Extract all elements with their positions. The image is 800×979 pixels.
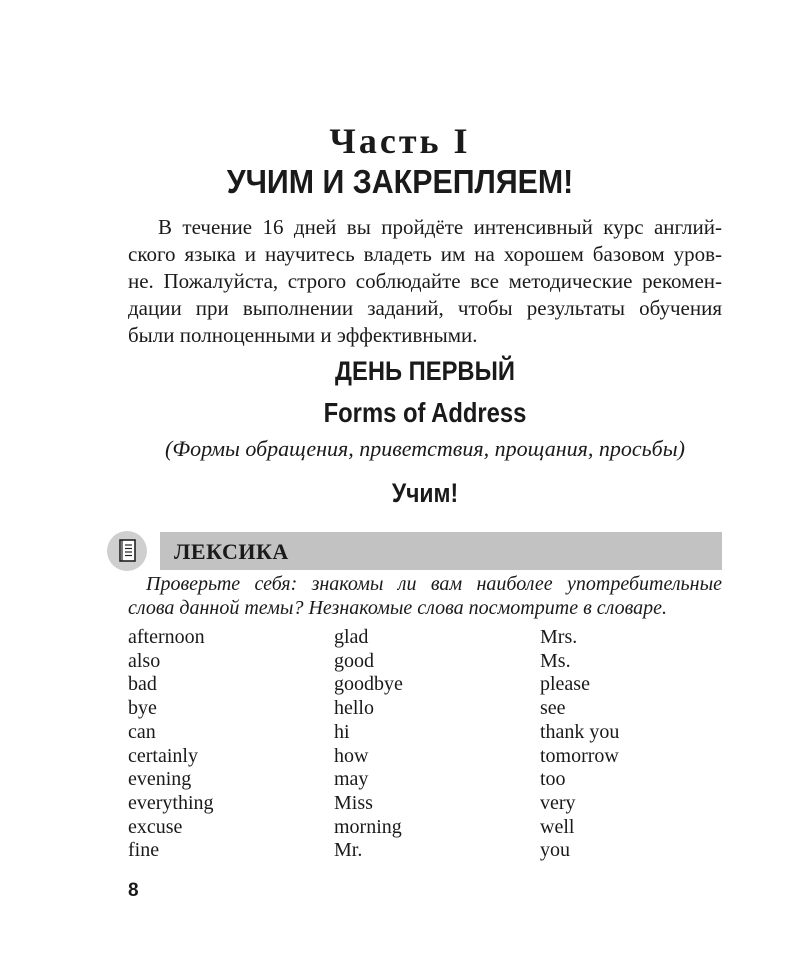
intro-line: были полноценными и эффективными.: [128, 323, 478, 347]
word-item: you: [540, 839, 570, 862]
word-item: Mr.: [334, 839, 363, 862]
word-item: hi: [334, 720, 350, 743]
intro-line: не. Пожалуйста, строго соблюдайте все методические рекомен-: [128, 269, 722, 293]
word-item: very: [540, 791, 576, 814]
word-item: how: [334, 744, 369, 767]
instruction-line: слова данной темы? Незнакомые слова посмотрите в словаре.: [128, 597, 668, 619]
intro-line: ского языка и научитесь владеть им на хорошем базовом уров-: [128, 242, 722, 266]
word-item: bye: [128, 697, 157, 720]
word-item: Ms.: [540, 649, 571, 672]
intro-paragraph: [128, 214, 722, 349]
word-item: certainly: [128, 744, 198, 767]
section-instruction: [128, 572, 722, 620]
section-label: ЛЕКСИКА: [174, 539, 289, 564]
word-item: bad: [128, 673, 157, 696]
word-item: can: [128, 720, 156, 743]
word-item: morning: [334, 815, 402, 838]
word-item: Mrs.: [540, 626, 578, 648]
word-item: hello: [334, 697, 374, 720]
word-item: goodbye: [334, 673, 403, 696]
word-item: excuse: [128, 815, 183, 838]
intro-line: дации при выполнении заданий, чтобы результаты обучения: [128, 296, 722, 320]
word-item: everything: [128, 791, 214, 814]
word-list-column-1: [128, 626, 214, 863]
word-item: fine: [128, 839, 160, 862]
word-item: well: [540, 815, 575, 838]
word-list-column-3: [540, 626, 619, 863]
word-item: Miss: [334, 791, 373, 814]
word-item: also: [128, 649, 161, 672]
learn-heading: Учим!: [391, 478, 459, 508]
part-title: Часть I: [329, 121, 471, 161]
topic-title: Forms of Address: [323, 397, 527, 428]
word-item: thank you: [540, 720, 620, 743]
notebook-icon: [107, 531, 147, 571]
word-item: too: [540, 768, 566, 791]
word-list-column-2: [334, 626, 403, 863]
word-item: please: [540, 673, 590, 696]
instruction-line: Проверьте себя: знакомы ли вам наиболее употребительные: [146, 573, 722, 595]
section-header-bar: [160, 532, 722, 570]
page-number: 8: [128, 880, 139, 901]
word-item: glad: [334, 626, 369, 648]
word-item: evening: [128, 768, 192, 791]
part-subtitle: УЧИМ И ЗАКРЕПЛЯЕМ!: [226, 163, 574, 200]
word-item: may: [334, 768, 369, 791]
topic-subtitle: (Формы обращения, приветствия, прощания, просьбы): [165, 436, 685, 461]
word-item: tomorrow: [540, 744, 619, 767]
day-title: ДЕНЬ ПЕРВЫЙ: [335, 356, 515, 386]
intro-line: В течение 16 дней вы пройдёте интенсивный курс англий-: [158, 215, 722, 239]
word-item: afternoon: [128, 626, 205, 648]
word-item: see: [540, 697, 566, 720]
word-item: good: [334, 649, 374, 672]
